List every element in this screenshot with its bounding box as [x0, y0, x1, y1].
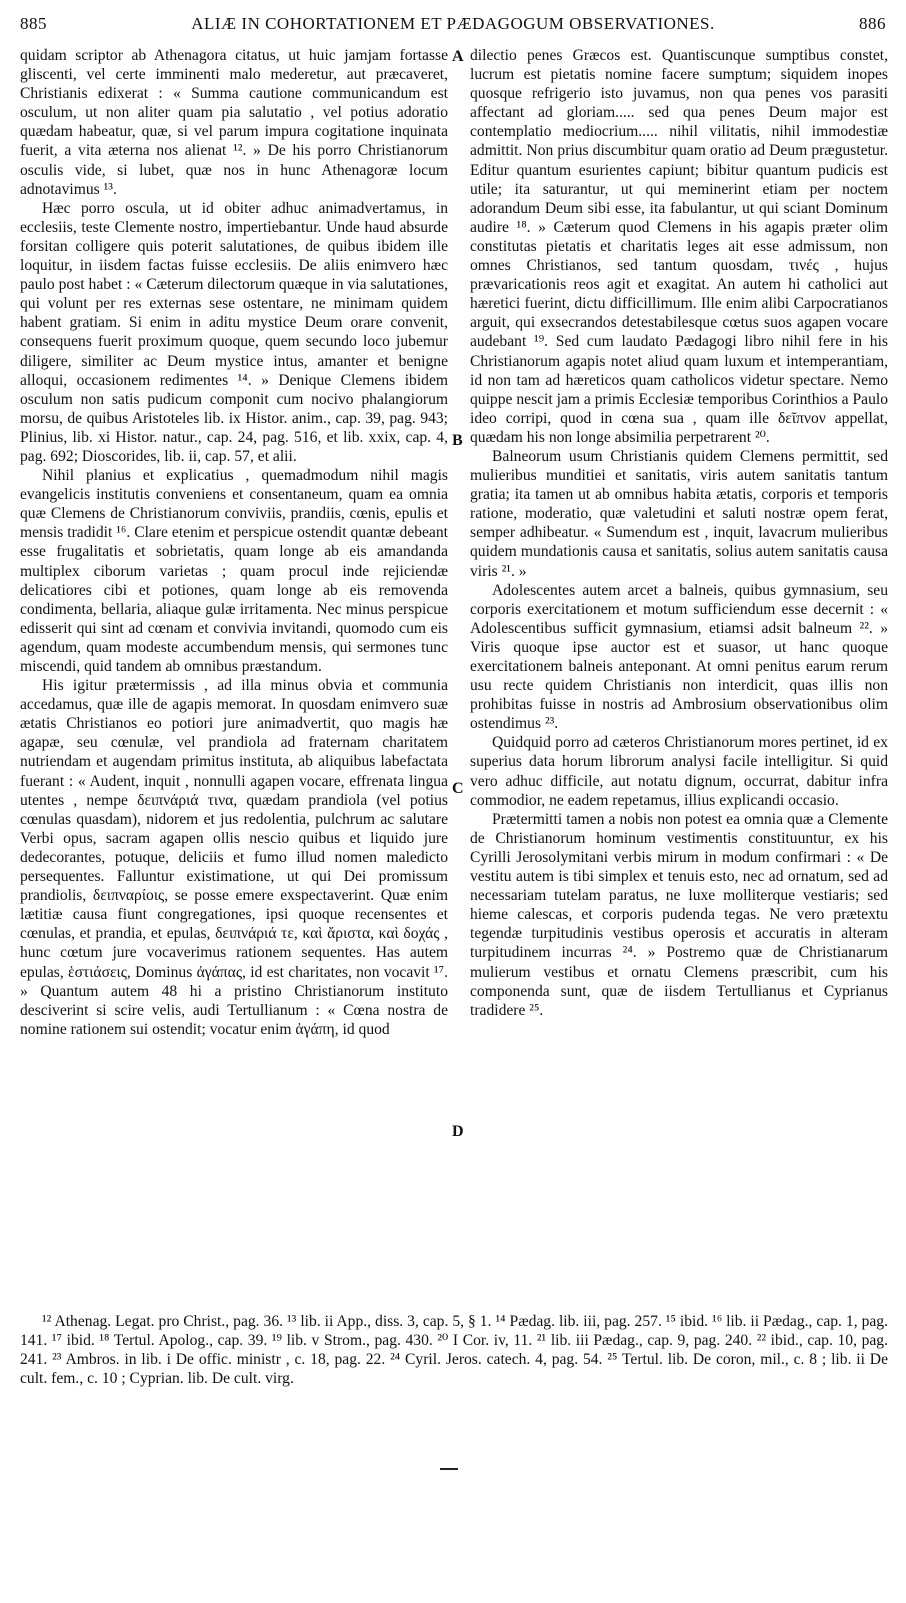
paragraph: His igitur prætermissis , ad illa minus obvia et communia accedamus, quæ ille de agapis memorat. In quosdam enimvero suæ ætatis Christianos eo potiori jure animadvertit, quo magis hæ agapæ, seu cœnulæ, vel prandiola ad fraternam charitatem nutriendam et augendam primitus instituta, ab aliquibus labefactata fuerant : « Audent, inquit , nonnulli agapen vocare, effrenata lingua utentes , nempe δειπνάριά τινα, quædam prandiola (vel potius cœnulas quasdam), nidorem et jus redolentia, pulchrum ac salutare Verbi opus, sacram agapen ollis nescio quibus et liquido jure dedecorantes, potuque, deliciis et fumo illud nomen maledicto persequentes. Falluntur existimatione, ut qui Dei promissum prandiolis, δειπναρίοις, se posse emere exspectaverint. Quæ enim lætitiæ causa fiunt congregationes, ipsi quoque recensentes et cœnulas, et prandia, et epulas, δειπνάριά τε, καὶ ἄριστα, καὶ δοχάς , hunc cœtum jure vocaverimus rationem sequentes. Has autem epulas, ἑστιάσεις, Dominus ἀγάπας, id est charitates, non vocavit ¹⁷. » Quantum autem 48 hi a pristino Christianorum instituto desciverint si scire velis, audi Tertullianum : « Cœna nostra de nomine rationem sui ostendit; vocatur enim ἀγάπη, id quod	[20, 677, 448, 1038]
page-number-left: 885	[20, 14, 47, 33]
paragraph: dilectio penes Græcos est. Quantiscunque sumptibus constet, lucrum est pietatis nomine facere sumptum; siquidem inopes quosque refrigerio isto juvamus, non qua penes vos parasiti affectant ad gloriam..... sed qua penes Deum major est contemplatio mediocrium..... nihil vilitatis, nihil immodestiæ admittit. Non prius discumbitur quam oratio ad Deum prægustetur. Editur quantum esurientes capiunt; bibitur quantum pudicis est utile; ita saturantur, ut qui meminerint etiam per noctem adorandum Deum sibi esse, ita fabulantur, ut qui sciant Dominum audire ¹⁸. » Cæterum quod Clemens in his agapis præter olim constitutas pietatis et charitatis leges ait esse admissum, non omnes Christianos, sed tantum quosdam, τινές , hujus prævaricationis reos agit et exagitat. An autem hi catholici aut hæretici fuerint, dictu difficillimum. Ille enim alibi Carpocratianos arguit, qui exsecrandos detestabilesque cœtus suos agapen vocare audebant ¹⁹. Sed cum laudato Pædagogi libro nihil fere in his Christianorum agapis notet aliud quam luxum et intemperantiam, id non tam ad hæreticos quam catholicos videtur spectare. Nemo quippe nescit jam a primis Ecclesiæ temporibus Corinthios a Paulo ideo corripi, quod in cœna sua , quam ille δεῖπνον appellat, quædam his non longe absimilia perpetrarent ²⁰.	[470, 47, 888, 446]
paragraph: Prætermitti tamen a nobis non potest ea omnia quæ a Clemente de Christianorum hominum vestimentis constituuntur, ex his Cyrilli Jerosolymitani verbis mirum in modum confirmari : « De vestitu autem is tibi simplex et tenuis esto, nec ad ornatum, sed ad necessariam tutelam paratus, ne luxe molliterque vestiaris; sed hieme calescas, et corporis pudenda tegas. Ne vero prætextu tegendæ turpitudinis vestibus operosis et accuratis in alteram turpitudinem incurras ²⁴. » Postremo quæ de Christianarum mulierum vestibus et ornatu Clemens præscribit, cum his componenda sunt, quæ de iisdem Tertullianus et Cyprianus tradidere ²⁵.	[470, 810, 888, 1019]
paragraph: Hæc porro oscula, ut id obiter adhuc animadvertamus, in ecclesiis, teste Clemente nostro, impertiebantur. Unde haud absurde forsitan colligere quis poterit salutationes, de quibus ibidem ille loquitur, in iisdem factas fuisse ecclesiis. De aliis enimvero hæc paulo post habet : « Cæterum dilectorum quæque in via salutationes, qui volunt per res externas sese ostentare, ne minimam quidem habent gratiam. Si enim in aditu mystice Deum orare convenit, consequens fuerit proximum quoque, quem secundo loco jubemur diligere, similiter ac Deum mystice intus, amanter et benigne alloqui, occasionem redimentes ¹⁴. » Denique Clemens ibidem osculum non satis pudicum componit cum nocivo phalangiorum morsu, de quibus Aristoteles lib. ix Histor. anim., cap. 39, pag. 943; Plinius, lib. xi Histor. natur., cap. 24, pag. 516, et lib. xxix, cap. 4, pag. 692; Dioscorides, lib. ii, cap. 57, et alii.	[20, 199, 448, 465]
left-column	[20, 46, 448, 1039]
section-marker-d: D	[452, 1123, 464, 1140]
section-marker-c: C	[452, 780, 464, 797]
paragraph: Balneorum usum Christianis quidem Clemens permittit, sed mulieribus munditiei et sanitatis, viris autem sanitatis tantum gratia; ita tamen ut ab omnibus habita ætatis, corporis et temporis ratione, moderatio, quæ valetudini et saluti nostræ opem ferat, semper adhibeatur. « Sumendum est , inquit, lavacrum mulieribus quidem mundationis causa et sanitatis, solius autem sanitatis causa viris ²¹. »	[470, 447, 888, 580]
running-title: ALIÆ IN COHORTATIONEM ET PÆDAGOGUM OBSERVATIONES.	[191, 14, 715, 33]
page-number-right: 886	[859, 14, 886, 33]
paragraph: Nihil planius et explicatius , quemadmodum nihil magis evangelicis institutis conveniens et consentaneum, quam ea omnia quæ Clemens de Christianorum conviviis, prandiis, cœnis, epulis et mensis tradidit ¹⁶. Clare etenim et perspicue ostendit quantæ debeant esse frugalitatis et sobrietatis, quam longe ab eis amandanda multiplex ciborum varietas ; quam procul inde rejiciendæ delicatiores cibi et potiones, quam longe ab eis removenda condimenta, bellaria, aliaque gulæ irritamenta. Nec minus perspicue edisserit qui sint ad cœnam et convivia invitandi, quomodo cum eis agendum, quam modeste accumbendum mensis, qui sermones tunc miscendi, quid tandem ab omnibus præstandum.	[20, 467, 448, 675]
right-column	[470, 46, 888, 1020]
paragraph: Quidquid porro ad cæteros Christianorum mores pertinet, id ex superius data horum librorum analysi facile intelligitur. Si quid vero adhuc difficile, aut notatu dignum, occurrat, dabitur infra commodior, ne eadem repetamus, illius explicandi occasio.	[470, 734, 888, 809]
section-marker-b: B	[452, 432, 463, 449]
paragraph: quidam scriptor ab Athenagora citatus, ut huic jamjam fortasse gliscenti, vel certe imminenti malo mederetur, aut præcaveret, Christianis edixerat : « Summa cautione communicandum est osculum, ut non aliter quam pia salutatio , vel potius adoratio quædam habeatur, quæ, si vel parum impura cogitatione inquinata fuerit, a vita æterna nos alienat ¹². » De his porro Christianorum osculis vide, si lubet, quæ nos in hunc Athenagoræ locum adnotavimus ¹³.	[20, 47, 448, 198]
footnote-text: ¹² Athenag. Legat. pro Christ., pag. 36. ¹³ lib. ii App., diss. 3, cap. 5, § 1. ¹⁴ Pædag. lib. iii, pag. 257. ¹⁵ ibid. ¹⁶ lib. ii Pædag., cap. 1, pag. 141. ¹⁷ ibid. ¹⁸ Tertul. Apolog., cap. 39. ¹⁹ lib. v Strom., pag. 430. ²⁰ I Cor. iv, 11. ²¹ lib. iii Pædag., cap. 9, pag. 240. ²² ibid., cap. 10, pag. 241. ²³ Ambros. in lib. i De offic. ministr , c. 18, pag. 22. ²⁴ Cyril. Jeros. catech. 4, pag. 54. ²⁵ Tertul. lib. De coron, mil., c. 8 ; lib. ii De cult. fem., c. 10 ; Cyprian. lib. De cult. virg.	[20, 1313, 888, 1387]
footnotes	[20, 1312, 888, 1388]
paragraph: Adolescentes autem arcet a balneis, quibus gymnasium, seu corporis exercitationem et motum sufficiendum esse decernit : « Adolescentibus sufficit gymnasium, etiamsi adsit balneum ²². » Viris quoque ipse auctor est et suasor, ut hanc quoque exercitationem balneis anteponant. At omni penitus earum rerum usu recte quidem Christianis non interdicit, quas illis non prohibitas fuisse in nostris ad Ambrosium observationibus olim ostendimus ²³.	[470, 581, 888, 733]
running-header	[20, 14, 886, 38]
end-rule	[440, 1468, 458, 1470]
section-marker-a: A	[452, 48, 464, 65]
